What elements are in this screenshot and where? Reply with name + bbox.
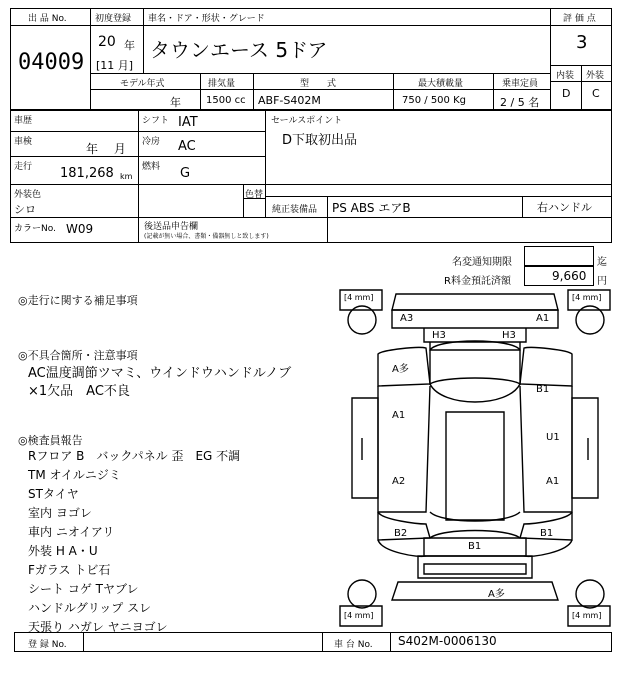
- mileage-label: 走行: [14, 162, 33, 172]
- first-reg-year-unit: 年: [124, 39, 135, 52]
- inspector-line: 車内 ニオイアリ: [28, 525, 115, 539]
- deadline-label: 名変通知期限: [452, 257, 512, 268]
- damage-diagram: [338, 288, 612, 628]
- fuel-value: G: [180, 166, 191, 181]
- chassis-value: S402M-0006130: [398, 634, 497, 648]
- damage-mark: A多: [392, 364, 409, 375]
- color-no-value: W09: [66, 222, 94, 236]
- exterior-value: C: [592, 87, 600, 100]
- damage-mark: A2: [392, 476, 406, 487]
- inspector-line: 室内 ヨゴレ: [28, 506, 92, 520]
- model-year-label: モデル年式: [120, 79, 165, 89]
- interior-value: D: [562, 87, 571, 100]
- recycle-value: 9,660: [552, 269, 587, 283]
- inspection-value: 年 月: [86, 142, 126, 156]
- displacement-label: 排気量: [208, 79, 236, 89]
- footer-block: [14, 632, 612, 652]
- tire-depth-label: [4 mm]: [344, 293, 374, 302]
- oem-equip-value: PS ABS エアB: [332, 201, 411, 215]
- damage-mark: A3: [400, 313, 414, 324]
- first-reg-year: 20: [98, 34, 116, 50]
- capacity-label: 乗車定員: [502, 79, 539, 89]
- ext-color-label: 外装色: [14, 190, 42, 200]
- recycle-unit: 円: [597, 276, 607, 287]
- max-load-value: 750 / 500 Kg: [402, 95, 466, 106]
- car-name-label: 車名・ドア・形状・グレード: [148, 14, 265, 24]
- damage-mark: A1: [392, 410, 406, 421]
- damage-mark: A1: [546, 476, 560, 487]
- inspector-line: TM オイルニジミ: [28, 468, 121, 482]
- inspector-line: 天張り ハガレ ヤニヨゴレ: [28, 620, 168, 634]
- aftermarket-note: (記載が無い場合、書類・備器無しと致します): [144, 233, 269, 240]
- history-label: 車歴: [14, 116, 33, 126]
- color-change-label: 色替: [245, 190, 264, 200]
- inspector-line: ハンドルグリップ スレ: [28, 601, 152, 615]
- mileage-unit: km: [120, 172, 133, 181]
- mileage-value: 181,268: [60, 166, 114, 181]
- damage-mark: H3: [432, 330, 446, 341]
- chassis-label: 車 台 No.: [334, 640, 373, 650]
- first-reg-month: [11 月]: [96, 59, 134, 72]
- inspector-line: 外装 H A・U: [28, 544, 98, 558]
- interior-label: 内装: [556, 71, 575, 81]
- type-value: ABF-S402M: [258, 94, 321, 107]
- inspection-label: 車検: [14, 137, 33, 147]
- deadline-unit: 迄: [597, 257, 607, 268]
- damage-mark: B2: [394, 528, 408, 539]
- inspector-line: シート コゲ Tヤブレ: [28, 582, 139, 596]
- inspector-line: Fガラス トビ石: [28, 563, 111, 577]
- damage-mark: A多: [488, 589, 505, 600]
- shift-label: シフト: [142, 116, 170, 126]
- car-outline-svg: [338, 288, 612, 628]
- grade-label: 評 価 点: [563, 14, 596, 24]
- lot-no: 04009: [18, 50, 85, 75]
- first-reg-label: 初度登録: [95, 14, 132, 24]
- tire-depth-label: [4 mm]: [572, 293, 602, 302]
- tire-depth-label: [4 mm]: [344, 611, 374, 620]
- damage-mark: B1: [468, 541, 482, 552]
- defects-line-2: ×1欠品 AC不良: [28, 384, 130, 399]
- damage-mark: B1: [540, 528, 554, 539]
- grade-value: 3: [576, 32, 588, 53]
- max-load-label: 最大積載量: [418, 79, 464, 89]
- sales-point-value: D下取初出品: [282, 133, 358, 148]
- exterior-label: 外装: [586, 71, 605, 81]
- defects-line-1: AC温度調節ツマミ、ウインドウハンドルノブ: [28, 366, 292, 381]
- capacity-value: 2 / 5 名: [500, 96, 540, 109]
- displacement-value: 1500 cc: [206, 95, 246, 106]
- tire-depth-label: [4 mm]: [572, 611, 602, 620]
- steering-value: 右ハンドル: [537, 201, 592, 214]
- recycle-label: R料金預託済額: [444, 276, 511, 287]
- aftermarket-label: 後送品申告欄: [144, 222, 199, 232]
- reg-no-label: 登 録 No.: [28, 640, 67, 650]
- color-no-label: カラーNo.: [14, 224, 56, 234]
- inspector-title: ◎検査員報告: [18, 434, 83, 447]
- ac-label: 冷房: [142, 137, 161, 147]
- damage-mark: H3: [502, 330, 516, 341]
- deadline-box: [524, 246, 594, 266]
- damage-mark: A1: [536, 313, 550, 324]
- ac-value: AC: [178, 139, 196, 154]
- oem-equip-label: 純正装備品: [272, 205, 318, 215]
- car-name: タウンエース 5ドア: [150, 38, 328, 62]
- defects-title: ◎不具合箇所・注意事項: [18, 349, 138, 362]
- type-label: 型 式: [300, 79, 337, 89]
- inspector-line: STタイヤ: [28, 487, 79, 501]
- sales-point-label: セールスポイント: [271, 116, 343, 126]
- damage-mark: U1: [546, 432, 560, 443]
- inspector-line: Rフロア B バックパネル 歪 EG 不調: [28, 449, 241, 463]
- damage-mark: B1: [536, 384, 550, 395]
- lot-no-label: 出 品 No.: [28, 14, 67, 24]
- ext-color-value: シロ: [14, 203, 36, 216]
- driving-notes-title: ◎走行に関する補足事項: [18, 294, 138, 307]
- shift-value: IAT: [178, 115, 198, 130]
- model-year-unit: 年: [170, 96, 181, 109]
- fuel-label: 燃料: [142, 162, 161, 172]
